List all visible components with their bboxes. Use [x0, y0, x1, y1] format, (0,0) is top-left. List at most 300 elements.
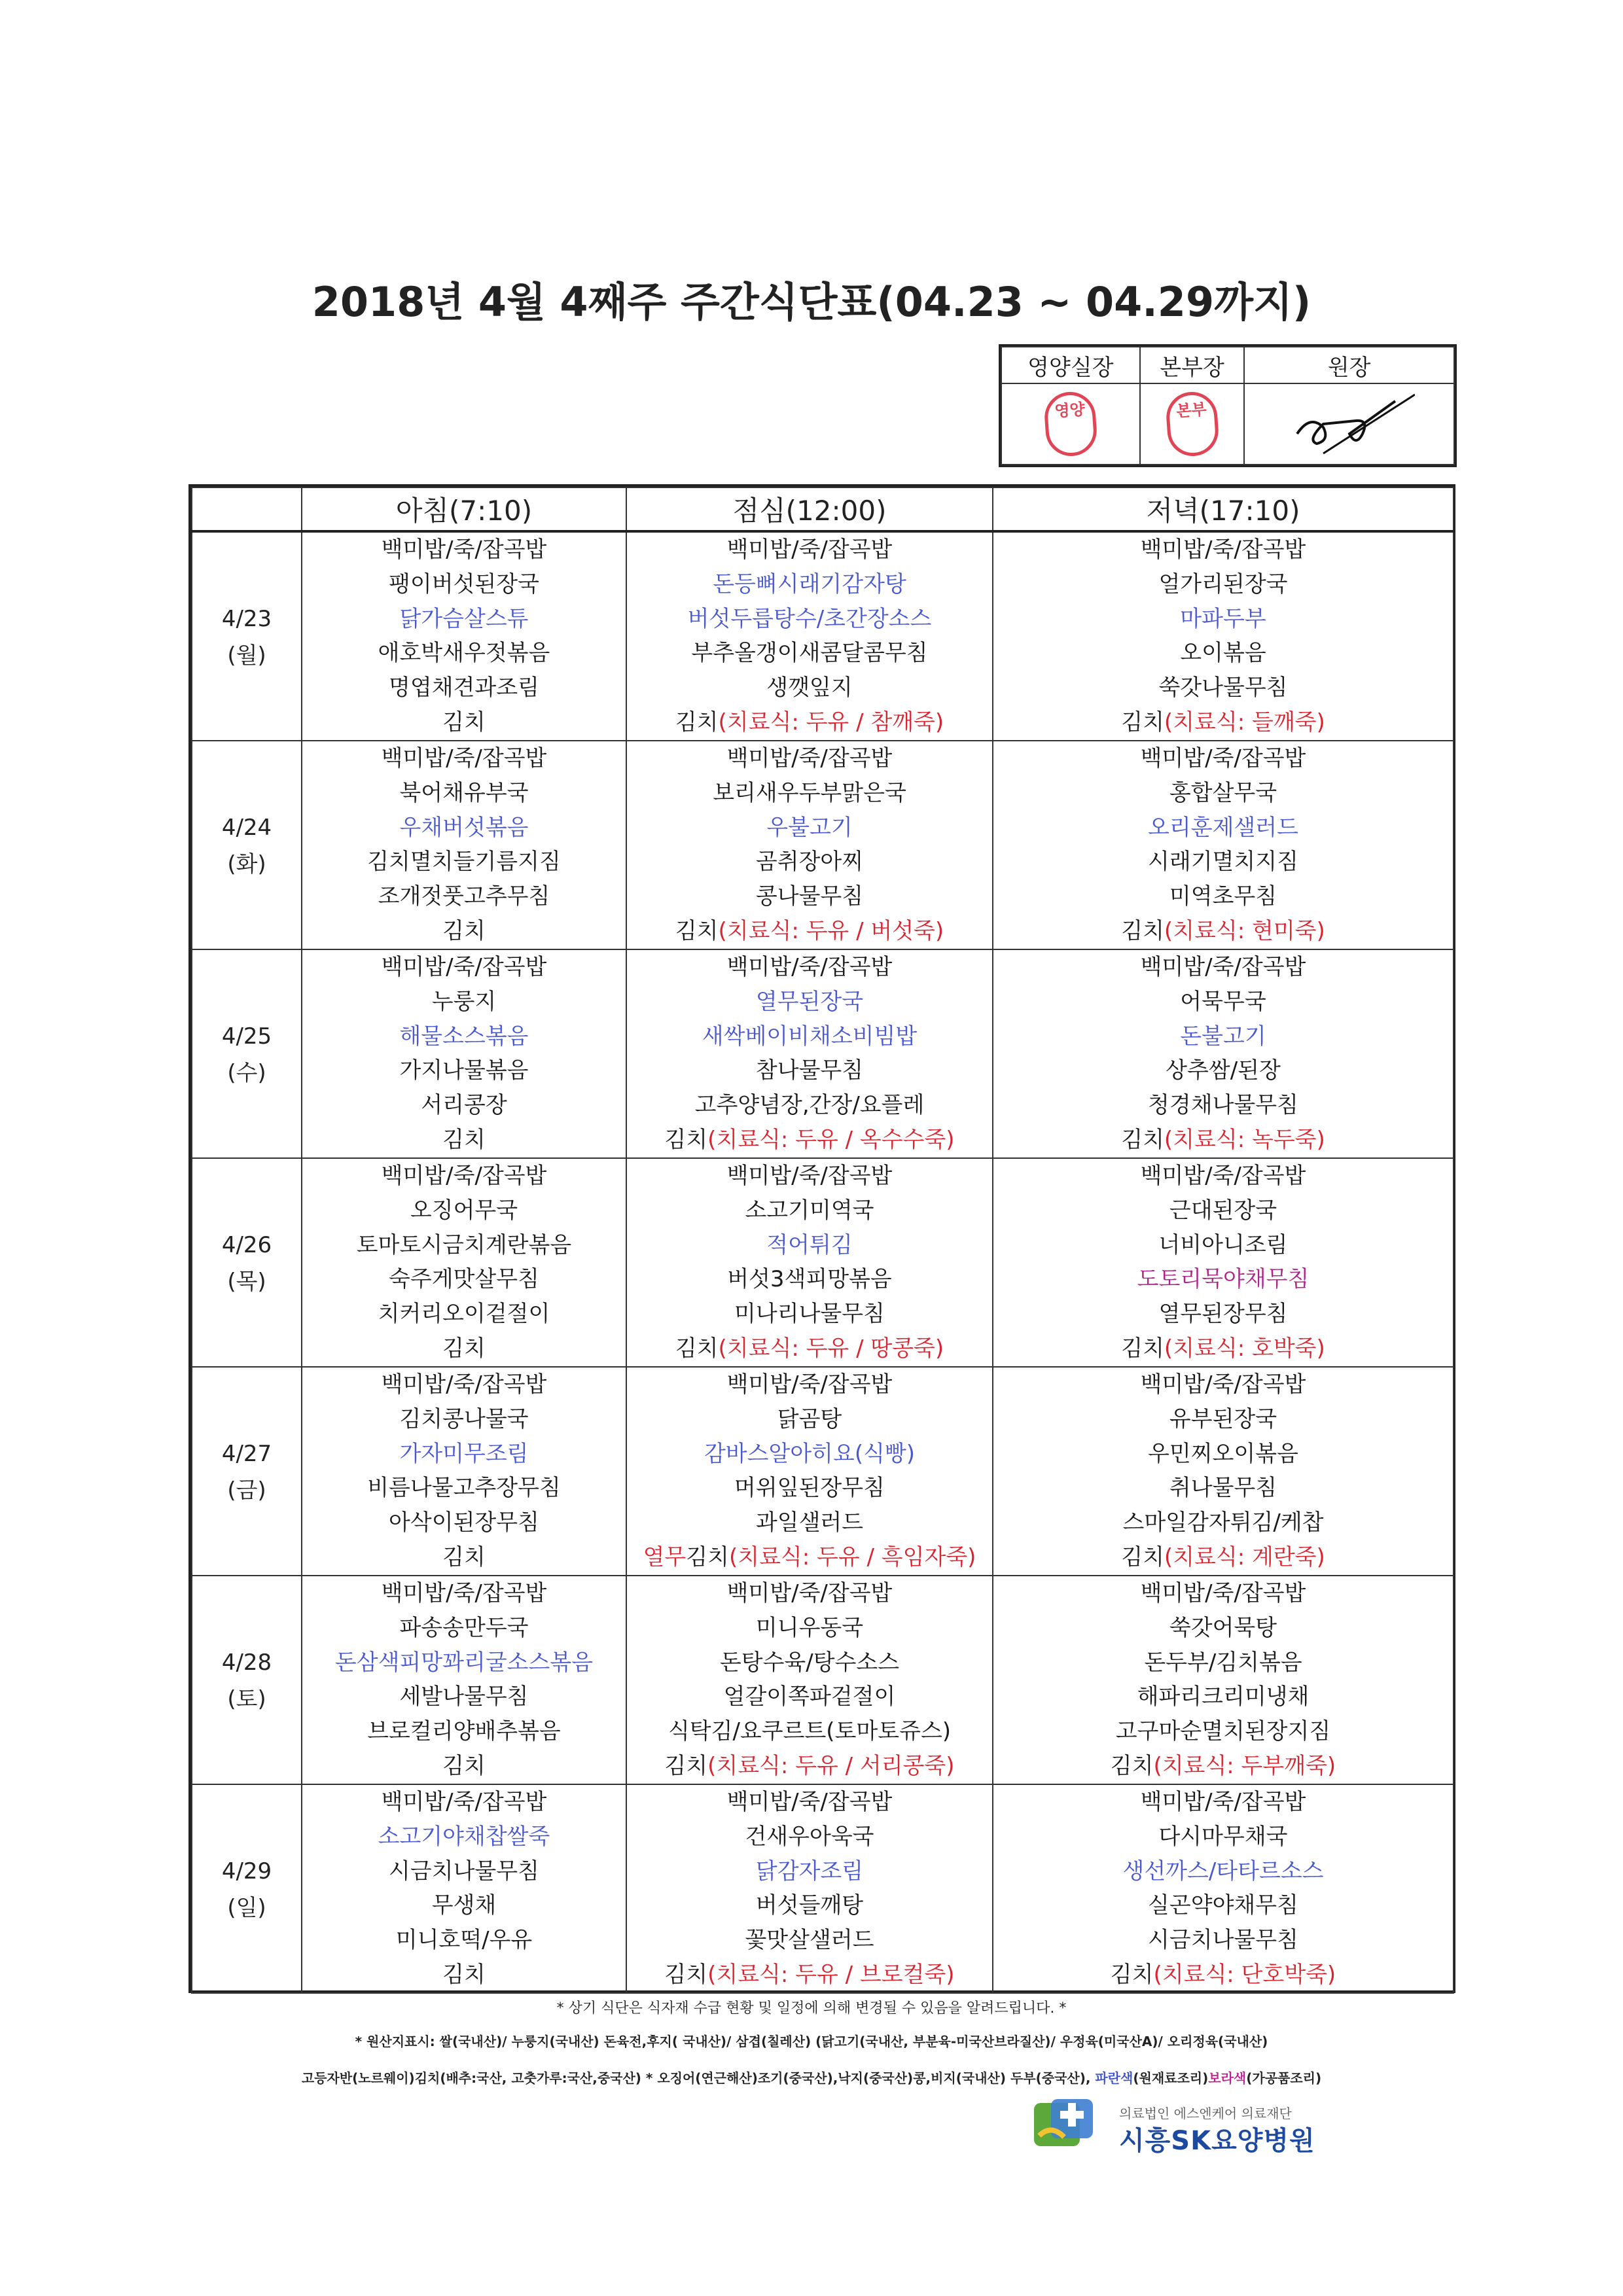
menu-item [993, 1785, 1453, 1820]
menu-item-text: 명엽채견과조림 [389, 675, 539, 701]
menu-item [302, 567, 626, 602]
menu-item-text: 스마일감자튀김/케찹 [1122, 1510, 1324, 1536]
menu-item-text: 미니우동국 [755, 1614, 864, 1641]
menu-item-text: 돈불고기 [1180, 1023, 1266, 1050]
weekly-menu-table [188, 484, 1455, 1993]
menu-item-text: 돈탕수육/탕수소스 [719, 1649, 900, 1676]
legend-purple-desc: (가공품조리) [1246, 2070, 1322, 2086]
menu-item-text: 백미밥/죽/잡곡밥 [726, 537, 893, 563]
menu-item-text: 백미밥/죽/잡곡밥 [1140, 537, 1306, 563]
dinner-cell [993, 1576, 1454, 1784]
menu-item [627, 1646, 992, 1680]
menu-item-text: 청경채나물무침 [1148, 1092, 1298, 1119]
menu-item [627, 950, 992, 985]
menu-item [302, 879, 626, 914]
menu-item-text: 홍합살무국 [1169, 779, 1277, 806]
menu-item [302, 1680, 626, 1714]
menu-item [302, 845, 626, 879]
menu-item-text: 백미밥/죽/잡곡밥 [1140, 954, 1306, 980]
therapeutic-diet-note: (치료식: 두유 / 땅콩죽) [718, 1335, 944, 1362]
menu-item-text: 김치 [442, 1752, 486, 1779]
date-label: 4/29 [221, 1858, 272, 1884]
menu-item [627, 1611, 992, 1646]
menu-item-text: 해물소스볶음 [399, 1023, 529, 1050]
approval-box [999, 344, 1457, 467]
therapeutic-diet-note: (치료식: 두부깨죽) [1153, 1752, 1336, 1779]
menu-item [993, 1402, 1453, 1437]
date-cell [192, 1158, 302, 1367]
menu-item [302, 1471, 626, 1506]
menu-item-text: 김치 [442, 1335, 486, 1362]
menu-item [993, 845, 1453, 879]
weekday-label: (일) [227, 1895, 266, 1921]
dinner-cell [993, 741, 1454, 949]
menu-item-text: 조개젓풋고추무침 [378, 883, 550, 910]
menu-item [302, 950, 626, 985]
therapeutic-diet-note: (치료식: 계란죽) [1164, 1544, 1325, 1570]
menu-item [993, 1854, 1453, 1889]
menu-item [993, 1646, 1453, 1680]
menu-item-text: 오이볶음 [1180, 640, 1266, 667]
menu-item [627, 1540, 992, 1575]
menu-item-text: 가지나물볶음 [399, 1057, 529, 1084]
menu-item-text: 백미밥/죽/잡곡밥 [726, 1163, 893, 1189]
date-label: 4/24 [221, 815, 272, 841]
menu-item-text: 토마토시금치계란볶음 [356, 1231, 572, 1258]
hospital-name: 시흥SK요양병원 [1119, 2126, 1315, 2156]
menu-item [302, 914, 626, 949]
menu-item-text: 부추올갱이새콤달콤무침 [691, 640, 928, 667]
menu-item-text: 백미밥/죽/잡곡밥 [1140, 1163, 1306, 1189]
menu-item [993, 1053, 1453, 1088]
menu-item-text: 상추쌈/된장 [1166, 1057, 1281, 1084]
menu-item [627, 1749, 992, 1784]
menu-item [627, 1854, 992, 1889]
menu-item [993, 567, 1453, 602]
menu-item-text: 감바스알아히요(식빵) [704, 1440, 916, 1467]
menu-item-text: 백미밥/죽/잡곡밥 [381, 1580, 547, 1606]
lunch-cell [626, 531, 993, 741]
menu-item [993, 1159, 1453, 1193]
menu-item [993, 1368, 1453, 1402]
menu-item [993, 533, 1453, 567]
menu-item [302, 1368, 626, 1402]
menu-item [302, 1228, 626, 1263]
menu-item-text: 북어채유부국 [399, 779, 529, 806]
menu-item-text: 오징어무국 [410, 1197, 518, 1224]
menu-item [302, 1888, 626, 1923]
menu-item [627, 1297, 992, 1332]
menu-item-text: 고추양념장,간장/요플레 [694, 1092, 925, 1119]
menu-item-text: 김치 [686, 1544, 729, 1570]
menu-item [627, 705, 992, 740]
menu-item-text: 백미밥/죽/잡곡밥 [1140, 1789, 1306, 1815]
lunch-cell [626, 1576, 993, 1784]
menu-item-text: 취나물무침 [1169, 1475, 1277, 1502]
menu-item-text: 김치 [675, 917, 719, 944]
menu-item [302, 1297, 626, 1332]
menu-item [993, 636, 1453, 671]
menu-item-text: 너비아니조림 [1158, 1231, 1288, 1258]
menu-item-text: 김치 [1110, 1961, 1154, 1988]
menu-item-text: 곰취장아찌 [755, 849, 864, 875]
menu-item [627, 1471, 992, 1506]
menu-item [627, 1923, 992, 1958]
menu-item [302, 1402, 626, 1437]
breakfast-cell [302, 1576, 626, 1784]
menu-item [302, 985, 626, 1019]
menu-item-text: 애호박새우젓볶음 [378, 640, 550, 667]
menu-item-text: 백미밥/죽/잡곡밥 [726, 1789, 893, 1815]
menu-item [993, 671, 1453, 705]
menu-item [993, 1228, 1453, 1263]
menu-item [302, 1053, 626, 1088]
menu-item [302, 1159, 626, 1193]
menu-item-text: 브로컬리양배추볶음 [367, 1718, 561, 1745]
dinner-cell [993, 1367, 1454, 1576]
menu-item-text: 김치 [442, 1126, 486, 1153]
menu-item [302, 1714, 626, 1749]
change-notice: * 상기 식단은 식자재 수급 현황 및 일정에 의해 변경될 수 있음을 알려드립니다. * [556, 2000, 1067, 2017]
menu-item-text: 닭곰탕 [777, 1405, 842, 1432]
menu-item-text: 돈등뼈시래기감자탕 [713, 571, 906, 597]
menu-item-text: 쑥갓나물무침 [1158, 675, 1288, 701]
menu-item [993, 1820, 1453, 1854]
menu-item [993, 705, 1453, 740]
menu-item-text: 적어튀김 [766, 1231, 853, 1258]
header-lunch: 점심(12:00) [626, 487, 993, 531]
menu-item [627, 776, 992, 811]
breakfast-cell [302, 741, 626, 949]
menu-item [627, 845, 992, 879]
menu-item-text: 서리콩장 [421, 1092, 507, 1119]
menu-item-text: 과일샐러드 [755, 1510, 864, 1536]
menu-item [302, 1437, 626, 1472]
menu-item [302, 1576, 626, 1611]
signature-mark [1284, 388, 1415, 460]
menu-item-text: 무생채 [431, 1892, 497, 1919]
menu-item-text: 시금치나물무침 [389, 1858, 539, 1884]
menu-item [302, 811, 626, 845]
menu-item [627, 636, 992, 671]
menu-item [302, 602, 626, 637]
menu-item [627, 1088, 992, 1123]
menu-item [993, 1506, 1453, 1540]
menu-item [627, 1053, 992, 1088]
weekday-label: (금) [227, 1477, 266, 1504]
menu-item [993, 811, 1453, 845]
menu-item-text: 돈삼색피망꽈리굴소스볶음 [334, 1649, 594, 1676]
menu-item-text: 백미밥/죽/잡곡밥 [1140, 1580, 1306, 1606]
menu-item [627, 1193, 992, 1228]
menu-item [627, 879, 992, 914]
menu-item [627, 1262, 992, 1297]
lunch-cell [626, 1367, 993, 1576]
menu-item-text: 숙주게맛살무침 [389, 1266, 539, 1293]
menu-item [302, 741, 626, 776]
menu-item-text: 건새우아욱국 [745, 1823, 874, 1850]
menu-item [627, 914, 992, 949]
therapeutic-diet-note: (치료식: 두유 / 브로컬죽) [707, 1961, 955, 1988]
menu-item [993, 1471, 1453, 1506]
menu-item [302, 1088, 626, 1123]
menu-item-text: 소고기야채찹쌀죽 [378, 1823, 550, 1850]
menu-item [993, 1088, 1453, 1123]
menu-item-text: 닭가슴살스튜 [399, 605, 529, 632]
menu-item [993, 1611, 1453, 1646]
menu-item-text: 백미밥/죽/잡곡밥 [381, 1371, 547, 1398]
menu-item-text: 유부된장국 [1169, 1405, 1277, 1432]
therapeutic-diet-note: (치료식: 두유 / 옥수수죽) [707, 1126, 955, 1153]
header-date-blank [192, 487, 302, 531]
menu-item-text: 보리새우두부맑은국 [713, 779, 906, 806]
menu-item [993, 776, 1453, 811]
menu-item [993, 1123, 1453, 1157]
menu-item-text: 치커리오이겉절이 [378, 1301, 550, 1328]
menu-item [993, 1888, 1453, 1923]
menu-item-text: 백미밥/죽/잡곡밥 [381, 1789, 547, 1815]
menu-item [302, 1923, 626, 1958]
date-label: 4/27 [221, 1441, 272, 1467]
menu-item [993, 1714, 1453, 1749]
menu-item-text: 백미밥/죽/잡곡밥 [381, 1163, 547, 1189]
menu-item-text: 시래기멸치지짐 [1148, 849, 1298, 875]
menu-item [302, 1820, 626, 1854]
menu-item-text: 도토리묵야채무침 [1137, 1266, 1310, 1293]
menu-item-text: 소고기미역국 [745, 1197, 874, 1224]
date-cell [192, 1576, 302, 1784]
menu-item-text: 가자미무조림 [399, 1440, 529, 1467]
menu-item-text: 김치 [442, 917, 486, 944]
menu-item-text: 백미밥/죽/잡곡밥 [726, 1580, 893, 1606]
therapeutic-diet-note: (치료식: 두유 / 참깨죽) [718, 709, 944, 735]
menu-item-text: 백미밥/죽/잡곡밥 [381, 954, 547, 980]
menu-item [302, 1749, 626, 1784]
menu-item [627, 1437, 992, 1472]
menu-item-text: 파송송만두국 [399, 1614, 529, 1641]
menu-item-text: 얼갈이쪽파겉절이 [723, 1684, 896, 1710]
date-cell [192, 531, 302, 741]
menu-item-text: 콩나물무침 [755, 883, 864, 910]
menu-item [993, 1540, 1453, 1575]
menu-item [627, 1159, 992, 1193]
header-breakfast: 아침(7:10) [302, 487, 626, 531]
menu-item [993, 1958, 1453, 1992]
menu-item [302, 1019, 626, 1054]
menu-item [993, 602, 1453, 637]
weekday-label: (월) [227, 643, 266, 669]
lunch-cell [626, 741, 993, 949]
menu-item-text: 식탁김/요쿠르트(토마토쥬스) [668, 1718, 952, 1745]
menu-item [302, 1958, 626, 1992]
weekday-label: (화) [227, 851, 266, 877]
menu-item-text: 김치 [675, 709, 719, 735]
menu-item-text: 백미밥/죽/잡곡밥 [381, 745, 547, 771]
weekday-label: (토) [227, 1686, 266, 1712]
legend-purple-label: 보라색 [1208, 2070, 1247, 2086]
therapeutic-diet-note: (치료식: 두유 / 흑임자죽) [728, 1544, 976, 1570]
menu-item-text: 쑥갓어묵탕 [1169, 1614, 1277, 1641]
menu-item [993, 1262, 1453, 1297]
day-row [192, 1158, 1454, 1367]
menu-item [302, 1332, 626, 1366]
menu-item-text: 생선까스/타타르소스 [1122, 1858, 1324, 1884]
menu-item-text: 김치 [664, 1752, 708, 1779]
menu-item-text: 김치 [442, 709, 486, 735]
menu-item [302, 1646, 626, 1680]
menu-item [302, 636, 626, 671]
menu-item [302, 705, 626, 740]
menu-item-text: 백미밥/죽/잡곡밥 [381, 537, 547, 563]
breakfast-cell [302, 949, 626, 1158]
origin-info-line-1: * 원산지표시: 쌀(국내산)/ 누룽지(국내산) 돈육전,후지( 국내산)/ 삼겹(칠레산) (닭고기(국내산, 부분육-미국산브라질산)/ 우정육(미국산A)/ 오리정육(국내산) [355, 2034, 1268, 2049]
day-row [192, 741, 1454, 949]
menu-item-text: 얼가리된장국 [1158, 571, 1288, 597]
origin-info-line-2 [0, 2068, 1623, 2087]
menu-item [302, 1123, 626, 1157]
lunch-cell [626, 949, 993, 1158]
menu-item-text: 버섯두릅탕수/초간장소스 [687, 605, 932, 632]
menu-item-text: 김치 [442, 1961, 486, 1988]
menu-item-text: 팽이버섯된장국 [389, 571, 539, 597]
menu-item-text: 다시마무채국 [1158, 1823, 1288, 1850]
therapeutic-diet-note: (치료식: 두유 / 버섯죽) [718, 917, 944, 944]
menu-item-text: 김치 [1121, 1544, 1164, 1570]
menu-item-text: 실곤약야채무침 [1148, 1892, 1298, 1919]
approval-signature-cell [1244, 383, 1454, 465]
menu-item-text: 김치 [442, 1544, 486, 1570]
menu-item [302, 671, 626, 705]
menu-item [627, 1019, 992, 1054]
menu-item-text: 머위잎된장무침 [734, 1475, 885, 1502]
date-cell [192, 741, 302, 949]
menu-item-text: 돈두부/김치볶음 [1144, 1649, 1302, 1676]
menu-item-text: 꽃맛살샐러드 [745, 1927, 874, 1954]
menu-item-text: 버섯3색피망볶음 [727, 1266, 892, 1293]
menu-item-text: 어묵무국 [1180, 988, 1266, 1015]
menu-item [993, 1437, 1453, 1472]
day-row [192, 1576, 1454, 1784]
menu-item [302, 533, 626, 567]
menu-item [302, 776, 626, 811]
therapeutic-diet-note: (치료식: 녹두죽) [1164, 1126, 1325, 1153]
therapeutic-diet-note: (치료식: 두유 / 서리콩죽) [707, 1752, 955, 1779]
menu-item [627, 567, 992, 602]
breakfast-cell [302, 1158, 626, 1367]
menu-item [993, 1193, 1453, 1228]
breakfast-cell [302, 1784, 626, 1993]
menu-item [993, 1923, 1453, 1958]
menu-item [627, 1228, 992, 1263]
menu-item [627, 671, 992, 705]
menu-item-text: 오리훈제샐러드 [1148, 814, 1298, 841]
menu-item [302, 1262, 626, 1297]
menu-item [627, 1402, 992, 1437]
menu-item-text: 닭감자조림 [755, 1858, 864, 1884]
menu-item [993, 879, 1453, 914]
date-label: 4/26 [221, 1232, 272, 1258]
menu-item-text: 백미밥/죽/잡곡밥 [1140, 1371, 1306, 1398]
therapeutic-diet-note: (치료식: 단호박죽) [1153, 1961, 1336, 1988]
day-row [192, 531, 1454, 741]
menu-item-prefix: 열무 [643, 1544, 687, 1570]
menu-item [627, 1714, 992, 1749]
menu-item-text: 김치멸치들기름지짐 [367, 849, 561, 875]
menu-item [627, 1888, 992, 1923]
date-cell [192, 949, 302, 1158]
menu-item [993, 1680, 1453, 1714]
menu-item-text: 우불고기 [766, 814, 853, 841]
origin-info-text: 고등자반(노르웨이)김치(배추:국산, 고춧가루:국산,중국산) * 오징어(연근해산)조기(중국산),낙지(중국산)콩,비지(국내산) 두부(중국산), [301, 2070, 1096, 2086]
menu-item [993, 950, 1453, 985]
approval-header-director: 본부장 [1140, 347, 1245, 383]
date-label: 4/25 [221, 1023, 272, 1050]
weekday-label: (목) [227, 1269, 266, 1295]
menu-item [627, 1820, 992, 1854]
menu-item-text: 김치 [664, 1961, 708, 1988]
menu-item-text: 생깻잎지 [766, 675, 853, 701]
approval-stamp-cell-2 [1140, 383, 1245, 465]
weekday-label: (수) [227, 1060, 266, 1086]
menu-item [302, 1785, 626, 1820]
menu-item [627, 1785, 992, 1820]
header-dinner: 저녁(17:10) [993, 487, 1454, 531]
therapeutic-diet-note: (치료식: 호박죽) [1164, 1335, 1325, 1362]
menu-item-text: 우민찌오이볶음 [1148, 1440, 1298, 1467]
breakfast-cell [302, 1367, 626, 1576]
menu-item-text: 김치 [1121, 709, 1164, 735]
legend-blue-label: 파란색 [1095, 2070, 1133, 2086]
menu-item-text: 비름나물고추장무침 [367, 1475, 561, 1502]
dinner-cell [993, 1158, 1454, 1367]
menu-item-text: 미역초무침 [1169, 883, 1277, 910]
date-cell [192, 1367, 302, 1576]
menu-item-text: 고구마순멸치된장지짐 [1115, 1718, 1331, 1745]
approval-header-chief: 원장 [1244, 347, 1454, 383]
date-label: 4/23 [221, 606, 272, 632]
menu-item-text: 김치콩나물국 [399, 1405, 529, 1432]
breakfast-cell [302, 531, 626, 741]
menu-item-text: 시금치나물무침 [1148, 1927, 1298, 1954]
hospital-logo-icon [1031, 2098, 1097, 2153]
menu-item-text: 열무된장무침 [1158, 1301, 1288, 1328]
menu-item [302, 1506, 626, 1540]
menu-item [627, 602, 992, 637]
menu-item [993, 1332, 1453, 1366]
menu-item-text: 백미밥/죽/잡곡밥 [1140, 745, 1306, 771]
menu-item-text: 세발나물무침 [399, 1684, 529, 1710]
menu-item [993, 1749, 1453, 1784]
dinner-cell [993, 1784, 1454, 1993]
lunch-cell [626, 1158, 993, 1367]
dinner-cell [993, 949, 1454, 1158]
menu-item-text: 백미밥/죽/잡곡밥 [726, 954, 893, 980]
menu-item-text: 마파두부 [1180, 605, 1266, 632]
menu-item-text: 미나리나물무침 [734, 1301, 885, 1328]
menu-item-text: 누룽지 [431, 988, 497, 1015]
menu-item-text: 김치 [1110, 1752, 1154, 1779]
lunch-cell [626, 1784, 993, 1993]
menu-item-text: 김치 [1121, 1126, 1164, 1153]
menu-item [993, 914, 1453, 949]
menu-item [627, 1958, 992, 1992]
menu-item [993, 985, 1453, 1019]
menu-item-text: 아삭이된장무침 [389, 1510, 539, 1536]
menu-item [627, 1368, 992, 1402]
menu-item-text: 근대된장국 [1169, 1197, 1277, 1224]
day-row [192, 1784, 1454, 1993]
hospital-foundation: 의료법인 에스엔케어 의료재단 [1119, 2106, 1292, 2121]
